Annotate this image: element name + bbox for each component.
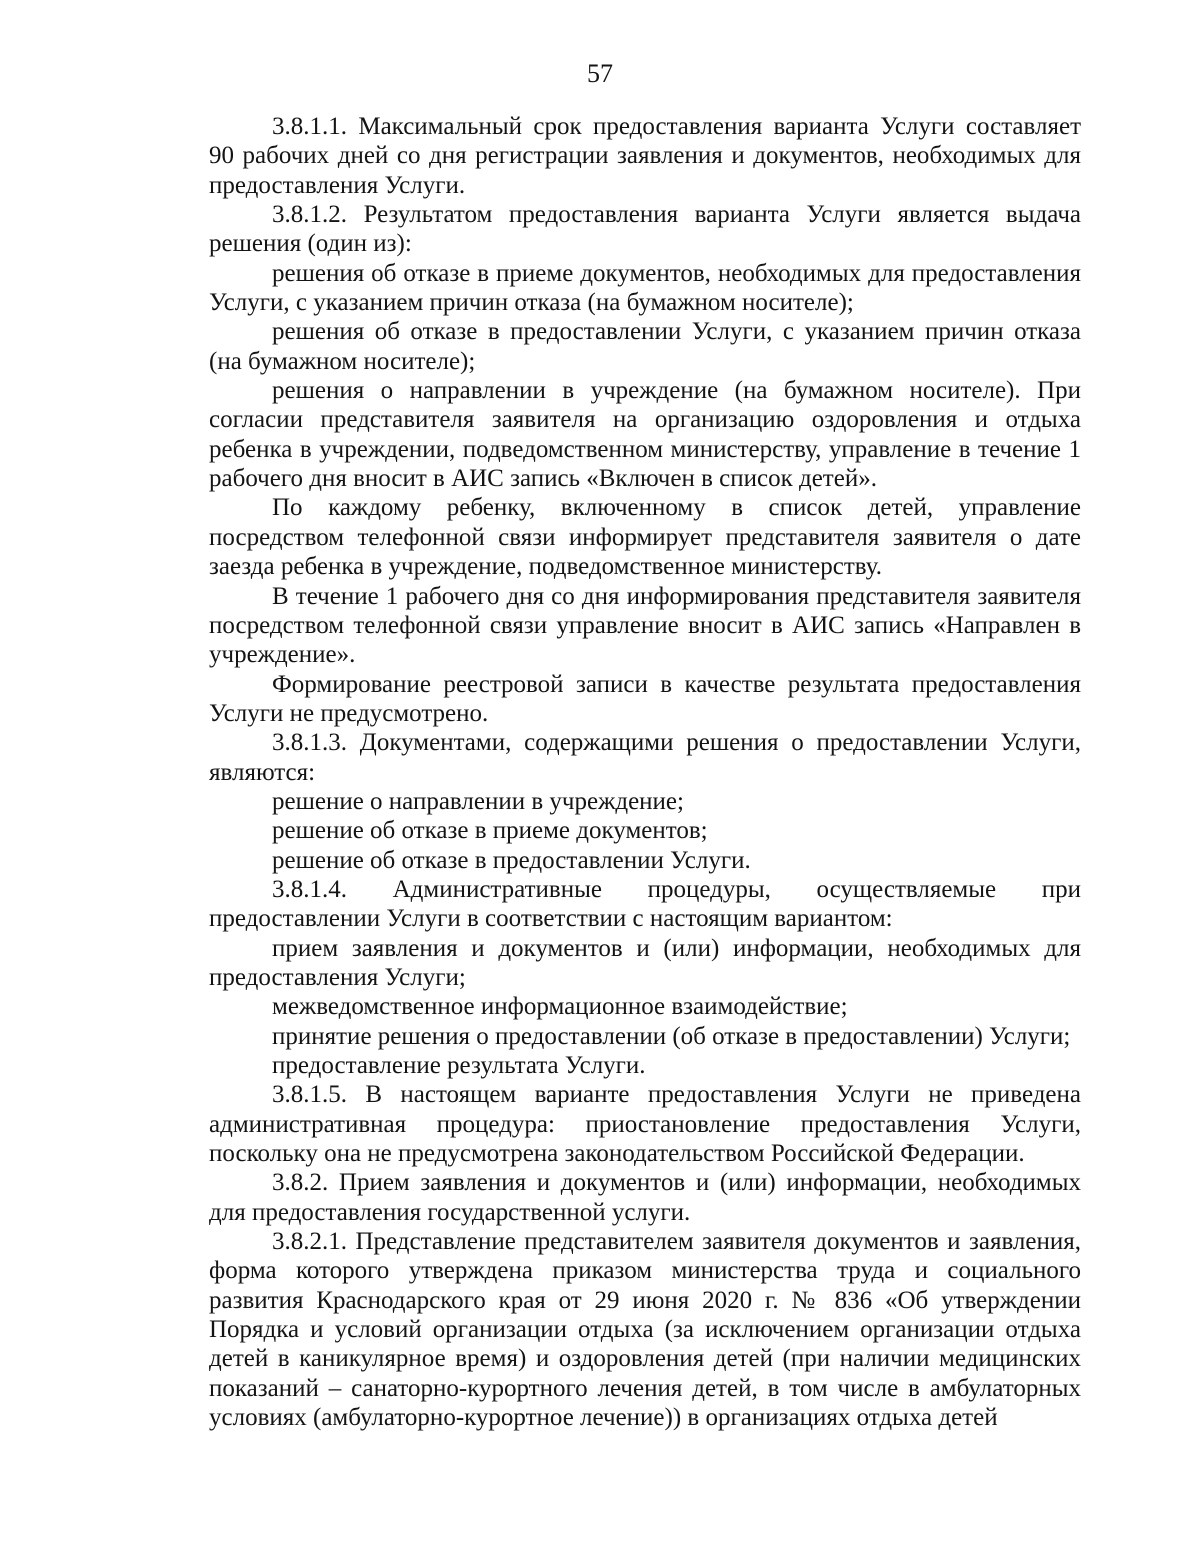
paragraph: 3.8.1.3. Документами, содержащими решения о предоставлении Услуги, являются: (209, 729, 1081, 786)
paragraph: предоставление результата Услуги. (272, 1052, 646, 1079)
paragraph: решения о направлении в учреждение (на бумажном носителе). При согласии представителя заявителя на организацию оздоровления и отдыха ребенка в учреждении, подведомственном министерству, управление в течение 1 рабочего дня вносит в АИС запись «Включен в список детей». (209, 377, 1081, 493)
page-number: 57 (587, 59, 613, 88)
paragraph: решения об отказе в предоставлении Услуги, с указанием причин отказа (на бумажном носителе); (209, 318, 1081, 375)
paragraph: 3.8.1.5. В настоящем варианте предоставления Услуги не приведена административная процедура: приостановление предоставления Услуги, поскольку она не предусмотрена законодательством Российской Федерации. (209, 1081, 1081, 1168)
document-body (209, 112, 1081, 1432)
paragraph: 3.8.1.1. Максимальный срок предоставления варианта Услуги составляет 90 рабочих дней со дня регистрации заявления и документов, необходимых для предоставления Услуги. (209, 113, 1081, 199)
paragraph: 3.8.2. Прием заявления и документов и (или) информации, необходимых для предоставления государственной услуги. (209, 1169, 1081, 1226)
paragraph: 3.8.1.2. Результатом предоставления варианта Услуги является выдача решения (один из): (209, 201, 1081, 258)
paragraph: Формирование реестровой записи в качестве результата предоставления Услуги не предусмотрено. (209, 670, 1081, 727)
paragraph: межведомственное информационное взаимодействие; (272, 993, 848, 1021)
paragraph: По каждому ребенку, включенному в список детей, управление посредством телефонной связи информирует представителя заявителя о дате заезда ребенка в учреждение, подведомственное министерству. (209, 494, 1081, 581)
paragraph: принятие решения о предоставлении (об отказе в предоставлении) Услуги; (272, 1022, 1071, 1050)
paragraph: прием заявления и документов и (или) информации, необходимых для предоставления Услуги; (209, 934, 1081, 991)
paragraph: решение об отказе в приеме документов; (272, 817, 708, 845)
paragraph: В течение 1 рабочего дня со дня информирования представителя заявителя посредством телефонной связи управление вносит в АИС запись «Направлен в учреждение». (209, 582, 1081, 669)
paragraph: 3.8.1.4. Административные процедуры, осуществляемые при предоставлении Услуги в соответствии с настоящим вариантом: (209, 875, 1081, 933)
paragraph: решения об отказе в приеме документов, необходимых для предоставления Услуги, с указанием причин отказа (на бумажном носителе); (209, 259, 1081, 317)
paragraph: 3.8.2.1. Представление представителем заявителя документов и заявления, форма которого утверждена приказом министерства труда и социального развития Краснодарского края от 29 июня 2020 г. № 836 «Об утверждении Порядка и условий организации отдыха (за исключением организации отдыха детей в каникулярное время) и оздоровления детей (при наличии медицинских показаний – санаторно-курортного лечения детей, в том числе в амбулаторных условиях (амбулаторно-курортное лечение)) в организациях отдыха детей (209, 1228, 1081, 1432)
paragraph: решение о направлении в учреждение; (272, 787, 684, 815)
paragraph: решение об отказе в предоставлении Услуги. (272, 846, 751, 874)
